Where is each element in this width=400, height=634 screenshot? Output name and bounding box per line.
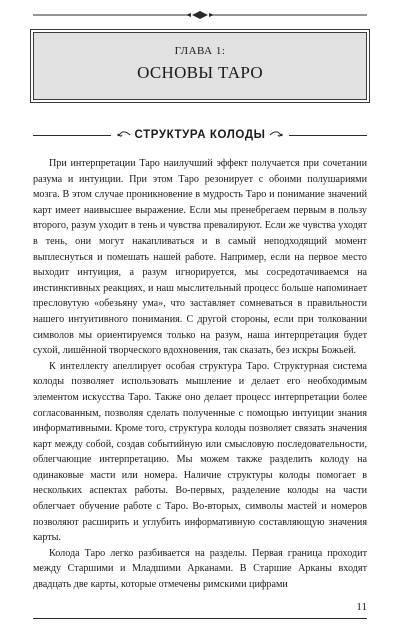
left-flourish-icon <box>117 131 131 139</box>
section-heading <box>33 125 367 145</box>
chapter-label: ГЛАВА 1: <box>174 45 226 57</box>
chapter-title: ОСНОВЫ ТАРО <box>137 63 263 82</box>
paragraph-1: При интерпретации Таро наилучший эффект получается при сочетании разума и интуиции. При этом Таро резонирует с обоими полушариями мозга. В этом случае проникновение в мудрость Таро и понимание значений карт имеет наивысшее выражение. Если мы пренебрегаем первым в пользу второго, разум уходит в тень и чувства превалируют. Если же чувства уходят в тень, они могут накапливаться и в самый неподходящий момент выплеснуться и помешать нашей работе. Например, если на первое место выходит интуиция, а разум игнорируется, мы сосредотачиваемся на инстинктивных реакциях, и наш мыслительный процесс больше напоминает пресловутую «обезьяну ума», что заставляет сомневаться в правильности нашего интуитивного понимания. С другой стороны, если при толковании символов мы ориентируемся только на разум, наша интерпретация будет сухой, лишённой творческого вдохновения, так сказать, без искры Божьей. <box>33 158 367 357</box>
right-flourish-icon <box>269 131 283 139</box>
bottom-rule <box>33 618 367 619</box>
chapter-header-box <box>33 32 367 100</box>
section-rule-left <box>33 135 111 136</box>
paragraph-2: К интеллекту апеллирует особая структура Таро. Структурная система колоды позволяет использовать мышление и делает его необходимым элементом искусства Таро. Также оно делает процесс интерпретации более согласованным, позволяя сделать полученные с помощью интуиции знания информативными. Кроме того, структура колоды позволяет связать значения карт между собой, создав событийную или смысловую последовательности, облегчающие интерпретацию. Мы можем также разделить колоду на одинаковые масти или номера. Наличие структуры колоды помогает в нескольких аспектах работы. Во-первых, разделение колоды на части облегчает обучение работе с Таро. Во-вторых, символы мастей и номеров позволяют расширить и углубить информативную составляющую значения карты. <box>33 360 367 544</box>
top-ornament-rule <box>33 10 367 20</box>
section-title: СТРУКТУРА КОЛОДЫ <box>134 129 266 141</box>
section-rule-right <box>289 135 367 136</box>
body-text <box>33 156 367 593</box>
paragraph-3: Колода Таро легко разбивается на разделы. Первая граница проходит между Старшими и Младшими Арканами. В Старшие Арканы входят двадцать две карты, которые отмечены римскими цифрами <box>33 547 367 591</box>
page-number: 11 <box>356 601 367 613</box>
